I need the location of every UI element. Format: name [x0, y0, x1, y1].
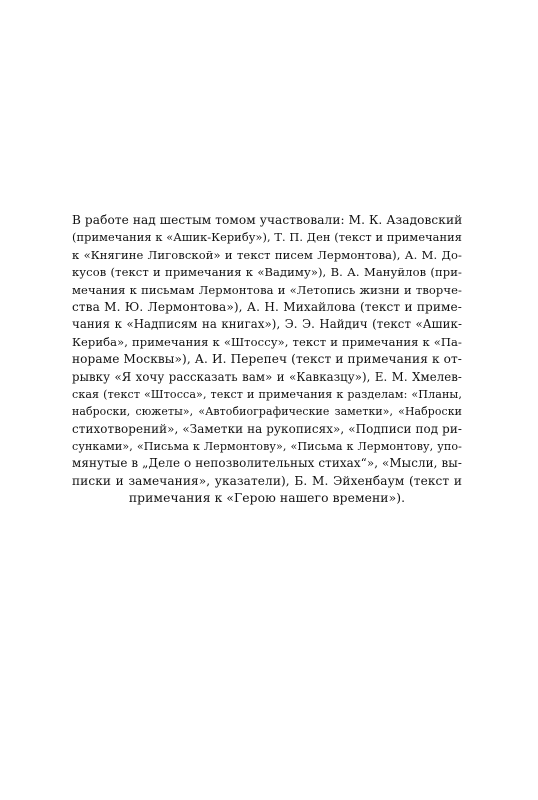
- paragraph-line-13: стихотворений», «Заметки на рукописях», «Подписи под ри-: [72, 421, 462, 436]
- paragraph-line-8: Кериба», примечания к «Штоссу», текст и примечания к «Па-: [72, 334, 462, 349]
- paragraph-line-12: наброски, сюжеты», «Автобиографические заметки», «Наброски: [72, 405, 462, 419]
- paragraph-line-1: В работе над шестым томом участвовали: М. К. Азадовский: [72, 213, 463, 227]
- paragraph-line-2: (примечания к «Ашик-Керибу»), Т. П. Ден (текст и примечания: [72, 231, 462, 245]
- paragraph-line-7: чания к «Надписям на книгах»), Э. Э. Найдич (текст «Ашик-: [72, 317, 462, 332]
- paragraph-line-5: мечания к письмам Лермонтова и «Летопись жизни и творче-: [72, 282, 462, 297]
- contributors-paragraph: [72, 212, 462, 508]
- paragraph-line-9: нораме Москвы»), А. И. Перепеч (текст и примечания к от-: [72, 352, 462, 367]
- paragraph-line-4: кусов (текст и примечания к «Вадиму»), В. А. Мануйлов (при-: [72, 265, 462, 280]
- paragraph-line-14: сунками», «Письма к Лермонтову», «Письма к Лермонтову, упо-: [72, 440, 462, 454]
- paragraph-line-16: писки и замечания», указатели), Б. М. Эйхенбаум (текст и: [72, 473, 462, 488]
- paragraph-line-11: ская (текст «Штосса», текст и примечания к разделам: «Планы,: [72, 387, 462, 401]
- paragraph-line-17: примечания к «Герою нашего времени»).: [128, 491, 406, 506]
- paragraph-line-10: рывку «Я хочу рассказать вам» и «Кавказцу»), Е. М. Хмелев-: [72, 369, 462, 384]
- paragraph-line-15: мянутые в „Деле о непозволительных стихах“», «Мысли, вы-: [72, 456, 462, 471]
- paragraph-line-3: к «Княгине Лиговской» и текст писем Лермонтова), А. М. До-: [72, 247, 462, 262]
- paragraph-line-6: ства М. Ю. Лермонтова»), А. Н. Михайлова (текст и приме-: [72, 299, 462, 314]
